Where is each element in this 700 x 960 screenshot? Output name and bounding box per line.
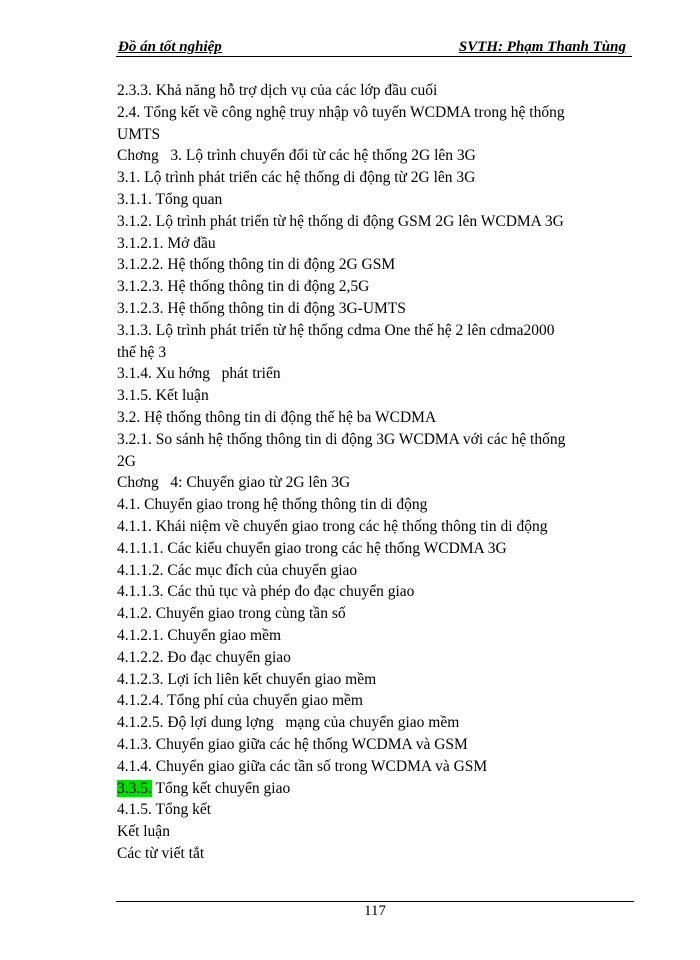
toc-line-text: 3.1. Lộ trình phát triển các hệ thống di động từ 2G lên 3G — [117, 169, 476, 187]
toc-line — [117, 167, 602, 189]
toc-line — [117, 124, 602, 146]
toc-line-text: 4.1.1.1. Các kiểu chuyển giao trong các hệ thống WCDMA 3G — [117, 539, 507, 557]
toc-line-text: 3.1.5. Kết luận — [117, 387, 209, 405]
toc-line — [117, 538, 602, 560]
toc-line-text: 3.2.1. So sánh hệ thống thông tin di động 3G WCDMA với các hệ thống — [117, 430, 566, 448]
toc-line-text: Chơng 4: Chuyển giao từ 2G lên 3G — [117, 474, 351, 492]
toc-line — [117, 669, 602, 691]
toc-line — [117, 385, 602, 407]
toc-line — [117, 516, 602, 538]
toc-line-text: 4.1. Chuyển giao trong hệ thống thông tin di động — [117, 496, 428, 514]
toc-line-text: 3.1.3. Lộ trình phát triển từ hệ thống cdma One thế hệ 2 lên cdma2000 — [117, 321, 555, 339]
toc-line — [117, 298, 602, 320]
toc-line — [117, 342, 602, 364]
toc-line — [117, 843, 602, 865]
toc-line — [117, 102, 602, 124]
toc-line-text: 3.1.1. Tổng quan — [117, 190, 223, 208]
toc-line-text: 4.1.2.5. Độ lợi dung lợng mạng của chuyển giao mềm — [117, 714, 460, 732]
toc-line — [117, 189, 602, 211]
table-of-contents — [117, 80, 602, 865]
toc-line-text: 3.1.2.3. Hệ thống thông tin di động 3G-UMTS — [117, 299, 406, 317]
toc-line — [117, 778, 602, 800]
toc-line-text: 4.1.5. Tổng kết — [117, 801, 211, 819]
toc-line-text: Chơng 3. Lộ trình chuyển đổi từ các hệ thống 2G lên 3G — [117, 147, 476, 165]
toc-line-text: 4.1.1.3. Các thủ tục và phép đo đạc chuyển giao — [117, 583, 415, 601]
toc-line — [117, 756, 602, 778]
toc-line — [117, 799, 602, 821]
toc-line-text: 4.1.2.3. Lợi ích liên kết chuyển giao mềm — [117, 670, 377, 688]
toc-line — [117, 276, 602, 298]
toc-line — [117, 320, 602, 342]
toc-line-text: Kết luận — [117, 823, 170, 841]
toc-line-text: Các từ viết tắt — [117, 844, 205, 862]
header-author: SVTH: Phạm Thanh Tùng — [458, 39, 626, 55]
toc-line-text: 4.1.2.1. Chuyển giao mềm — [117, 626, 282, 644]
toc-line-text: 3.1.4. Xu hớng phát triển — [117, 365, 281, 383]
toc-line — [117, 211, 602, 233]
toc-line — [117, 233, 602, 255]
toc-line-text: 4.1.2.2. Đo đạc chuyển giao — [117, 648, 291, 666]
toc-line — [117, 560, 602, 582]
toc-line — [117, 821, 602, 843]
toc-line — [117, 145, 602, 167]
toc-line — [117, 625, 602, 647]
toc-line — [117, 581, 602, 603]
toc-line-text: 3.1.2.3. Hệ thống thông tin di động 2,5G — [117, 278, 370, 296]
toc-line-text: 4.1.2. Chuyển giao trong cùng tần số — [117, 605, 346, 623]
toc-line — [117, 363, 602, 385]
toc-line-text: 3.1.2.2. Hệ thống thông tin di động 2G GSM — [117, 256, 396, 274]
toc-line — [117, 690, 602, 712]
toc-line-text: 2G — [117, 452, 136, 470]
toc-line-text: 4.1.1.2. Các mục đích của chuyển giao — [117, 561, 358, 579]
toc-line — [117, 80, 602, 102]
page-number: 117 — [364, 903, 386, 919]
header-document-type: Đồ án tốt nghiệp — [118, 39, 222, 55]
toc-highlighted-number: 3.3.5. — [117, 779, 152, 797]
toc-line-text: Tổng kết chuyển giao — [151, 779, 291, 797]
toc-line-text: 3.1.2.1. Mở đầu — [117, 234, 216, 252]
toc-line — [117, 494, 602, 516]
toc-line-text: 4.1.3. Chuyển giao giữa các hệ thống WCDMA và GSM — [117, 735, 468, 753]
toc-line — [117, 407, 602, 429]
toc-line-text: 4.1.4. Chuyển giao giữa các tần số trong WCDMA và GSM — [117, 757, 488, 775]
toc-line-text: 3.1.2. Lộ trình phát triển từ hệ thống di động GSM 2G lên WCDMA 3G — [117, 212, 564, 230]
toc-line-text: 4.1.2.4. Tổng phí của chuyển giao mềm — [117, 692, 363, 710]
toc-line — [117, 429, 602, 451]
toc-line — [117, 712, 602, 734]
toc-line-text: 3.2. Hệ thống thông tin di động thế hệ ba WCDMA — [117, 408, 437, 426]
toc-line-text: UMTS — [117, 125, 161, 143]
toc-line — [117, 734, 602, 756]
toc-line-text: 2.3.3. Khả năng hỗ trợ dịch vụ của các lớp đầu cuối — [117, 82, 438, 99]
toc-line — [117, 647, 602, 669]
page-header — [116, 38, 632, 57]
toc-line — [117, 254, 602, 276]
toc-line — [117, 603, 602, 625]
toc-line-text: thế hệ 3 — [117, 343, 167, 361]
toc-line-text: 2.4. Tổng kết về công nghệ truy nhập vô tuyến WCDMA trong hệ thống — [117, 103, 565, 121]
toc-line — [117, 451, 602, 473]
toc-line — [117, 472, 602, 494]
toc-line-text: 4.1.1. Khái niệm về chuyển giao trong các hệ thống thông tin di động — [117, 517, 548, 535]
